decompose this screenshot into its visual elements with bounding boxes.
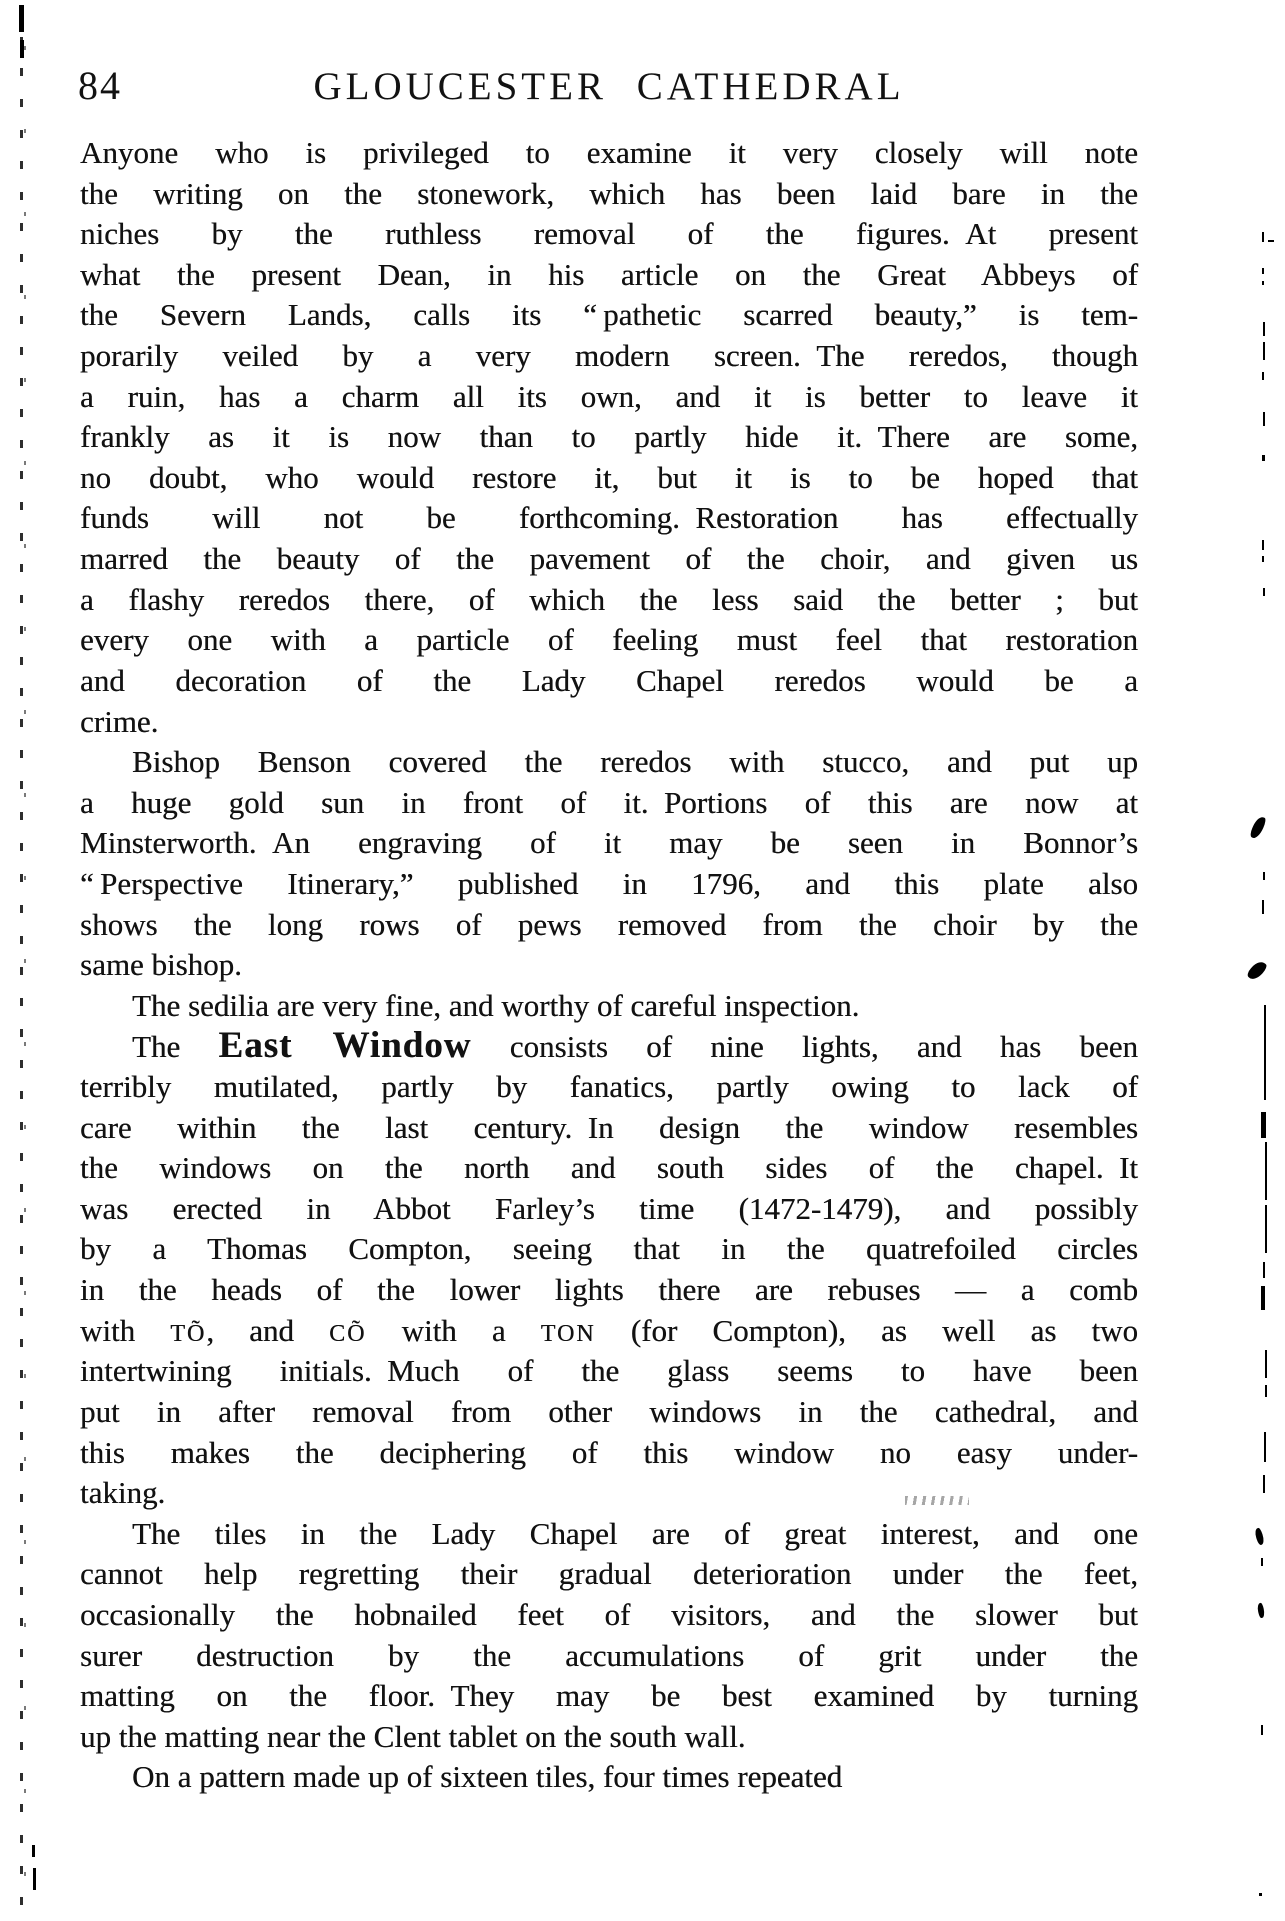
text-segment: Anyone who is privileged to examine it very closely will note [80,135,1138,170]
scan-artifact-gutter-dashes [20,6,23,1911]
text-segment-sc: TON [540,1320,596,1347]
text-line [80,1108,1138,1149]
text-segment: the windows on the north and south sides of the chapel. It [80,1150,1138,1186]
text-segment: The tiles in the Lady Chapel are of great interest, and one [132,1515,1138,1551]
scan-artifact [1261,1286,1265,1310]
paragraph [80,986,1138,1027]
text-segment: crime. [80,703,159,739]
text-segment: shows the long rows of pews removed from the choir by the [80,906,1138,942]
scan-artifact [1264,1432,1266,1462]
text-segment: The sedilia are very fine, and worthy of careful inspection. [132,987,860,1023]
text-segment: this makes the deciphering of this window no easy under- [80,1434,1138,1470]
text-segment: the writing on the stonework, which has been laid bare in the [80,175,1138,211]
text-line [80,742,1138,783]
scan-artifact [1262,540,1264,550]
text-segment: Minsterworth. An engraving of it may be seen in Bonnor’s [80,825,1138,861]
text-segment: , and [206,1312,330,1348]
text-line [80,620,1138,661]
scan-artifact [1261,1112,1266,1138]
scan-artifact-blot [1246,959,1269,983]
text-line [80,133,1138,174]
text-line [80,986,1138,1027]
text-line [80,1473,1138,1514]
text-segment: in the heads of the lower lights there are rebuses — a comb [80,1272,1138,1308]
scan-artifact [1261,1725,1263,1735]
text-line [80,945,1138,986]
text-segment: a ruin, has a charm all its own, and it is better to leave it [80,378,1138,414]
text-segment: matting on the floor. They may be best examined by turning [80,1678,1138,1714]
scan-artifact [1263,1262,1265,1278]
text-line [80,1514,1138,1555]
scan-artifact [1262,232,1264,242]
scan-artifact [1263,588,1265,596]
text-line [80,498,1138,539]
scan-artifact [1265,1350,1267,1378]
scan-artifact [1263,412,1265,426]
text-segment: consists of nine lights, and has been [471,1029,1138,1065]
scan-artifact [1263,342,1265,360]
scan-artifact [1263,1475,1265,1493]
text-segment: was erected in Abbot Farley’s time (1472-1479), and possibly [80,1190,1138,1226]
text-segment: with a [366,1312,541,1348]
scan-artifact [1262,372,1264,380]
scan-artifact [1262,900,1264,914]
scan-artifact [20,40,24,58]
scan-artifact [1264,1005,1266,1100]
text-segment: care within the last century. In design the window resembles [80,1109,1138,1145]
text-segment: occasionally the hobnailed feet of visitors, and the slower but [80,1596,1138,1632]
text-line [80,1189,1138,1230]
paragraph [80,1757,1138,1798]
text-line [80,905,1138,946]
scan-artifact [1259,1893,1262,1896]
text-segment: up the matting near the Clent tablet on the south wall. [80,1718,746,1754]
text-segment: “ Perspective Itinerary,” published in 1796, and this plate also [80,865,1138,901]
text-line [80,1026,1138,1067]
text-segment: funds will not be forthcoming. Restoration has effectually [80,500,1138,536]
text-line [80,702,1138,743]
text-segment: what the present Dean, in his article on the Great Abbeys of [80,256,1138,292]
scan-artifact [32,1845,35,1857]
scan-artifact-smudge [905,1496,969,1505]
scan-artifact-gutter-dashes [24,46,26,1906]
text-segment-sc: TÕ [170,1320,207,1347]
paragraph [80,133,1138,742]
text-line [80,1392,1138,1433]
text-segment: surer destruction by the accumulations of grit under the [80,1637,1138,1673]
text-segment: every one with a particle of feeling must feel that restoration [80,622,1138,658]
text-segment: marred the beauty of the pavement of the choir, and given us [80,541,1138,577]
scan-artifact [1261,1558,1263,1566]
text-segment: a flashy reredos there, of which the less said the better ; but [80,581,1138,617]
text-line [80,336,1138,377]
text-segment: same bishop. [80,947,242,983]
text-line [80,1148,1138,1189]
scan-artifact [1265,1385,1267,1397]
text-line [80,1311,1138,1352]
page-number: 84 [78,63,122,108]
text-line [80,1229,1138,1270]
text-segment-ew: East Window [218,1025,472,1067]
text-line [80,1636,1138,1677]
text-segment-sc: CÕ [329,1320,367,1347]
text-segment: by a Thomas Compton, seeing that in the quatrefoiled circles [80,1231,1138,1267]
scan-artifact [1262,268,1264,274]
text-line [80,417,1138,458]
text-line [80,295,1138,336]
text-segment: frankly as it is now than to partly hide it. There are some, [80,419,1138,455]
paragraph [80,742,1138,986]
text-line [80,539,1138,580]
paragraph [80,1514,1138,1758]
text-line [80,255,1138,296]
text-line [80,1757,1138,1798]
text-segment: (for Compton), as well as two [595,1312,1138,1348]
text-line [80,823,1138,864]
scan-artifact [1268,240,1274,242]
text-segment: cannot help regretting their gradual deterioration under the feet, [80,1556,1138,1592]
scan-artifact-blot [1249,815,1267,840]
text-line [80,783,1138,824]
text-line [80,1270,1138,1311]
text-line [80,1433,1138,1474]
text-segment: the Severn Lands, calls its “ pathetic scarred beauty,” is tem- [80,297,1138,333]
text-line [80,458,1138,499]
text-line [80,1676,1138,1717]
scan-artifact [1265,1142,1267,1200]
text-line [80,1067,1138,1108]
text-line [80,661,1138,702]
scan-artifact [33,1868,36,1890]
text-line [80,1595,1138,1636]
text-segment: terribly mutilated, partly by fanatics, partly owing to lack of [80,1069,1138,1105]
scan-artifact [1262,556,1264,562]
text-line [80,1554,1138,1595]
scan-artifact [1263,872,1265,880]
running-title: GLOUCESTER CATHEDRAL [313,65,905,108]
text-segment: with [80,1312,171,1348]
text-line [80,377,1138,418]
text-line [80,864,1138,905]
text-line [80,580,1138,621]
text-segment: niches by the ruthless removal of the figures. At present [80,216,1138,252]
text-block [80,133,1138,1798]
text-segment: intertwining initials. Much of the glass seems to have been [80,1353,1138,1389]
paragraph [80,1026,1138,1513]
scan-artifact [1263,322,1265,336]
text-segment: no doubt, who would restore it, but it is to be hoped that [80,459,1138,495]
text-segment: Bishop Benson covered the reredos with stucco, and put up [132,744,1138,780]
text-line [80,214,1138,255]
scan-artifact [1262,455,1265,461]
text-segment: a huge gold sun in front of it. Portions of this are now at [80,784,1138,820]
text-segment: taking. [80,1475,166,1511]
text-line [80,1351,1138,1392]
text-segment: and decoration of the Lady Chapel reredos would be a [80,662,1138,698]
scan-artifact [1262,281,1264,285]
text-line [80,174,1138,215]
scan-artifact [19,5,24,32]
text-segment: porarily veiled by a very modern screen. The reredos, though [80,338,1138,374]
scan-artifact-blot [1257,1603,1266,1619]
text-segment: On a pattern made up of sixteen tiles, four times repeated [132,1759,843,1795]
scan-artifact-blot [1254,1527,1266,1545]
scan-artifact [1265,1205,1267,1253]
text-line [80,1717,1138,1758]
text-segment: put in after removal from other windows in the cathedral, and [80,1393,1138,1429]
text-segment: The [132,1029,219,1065]
